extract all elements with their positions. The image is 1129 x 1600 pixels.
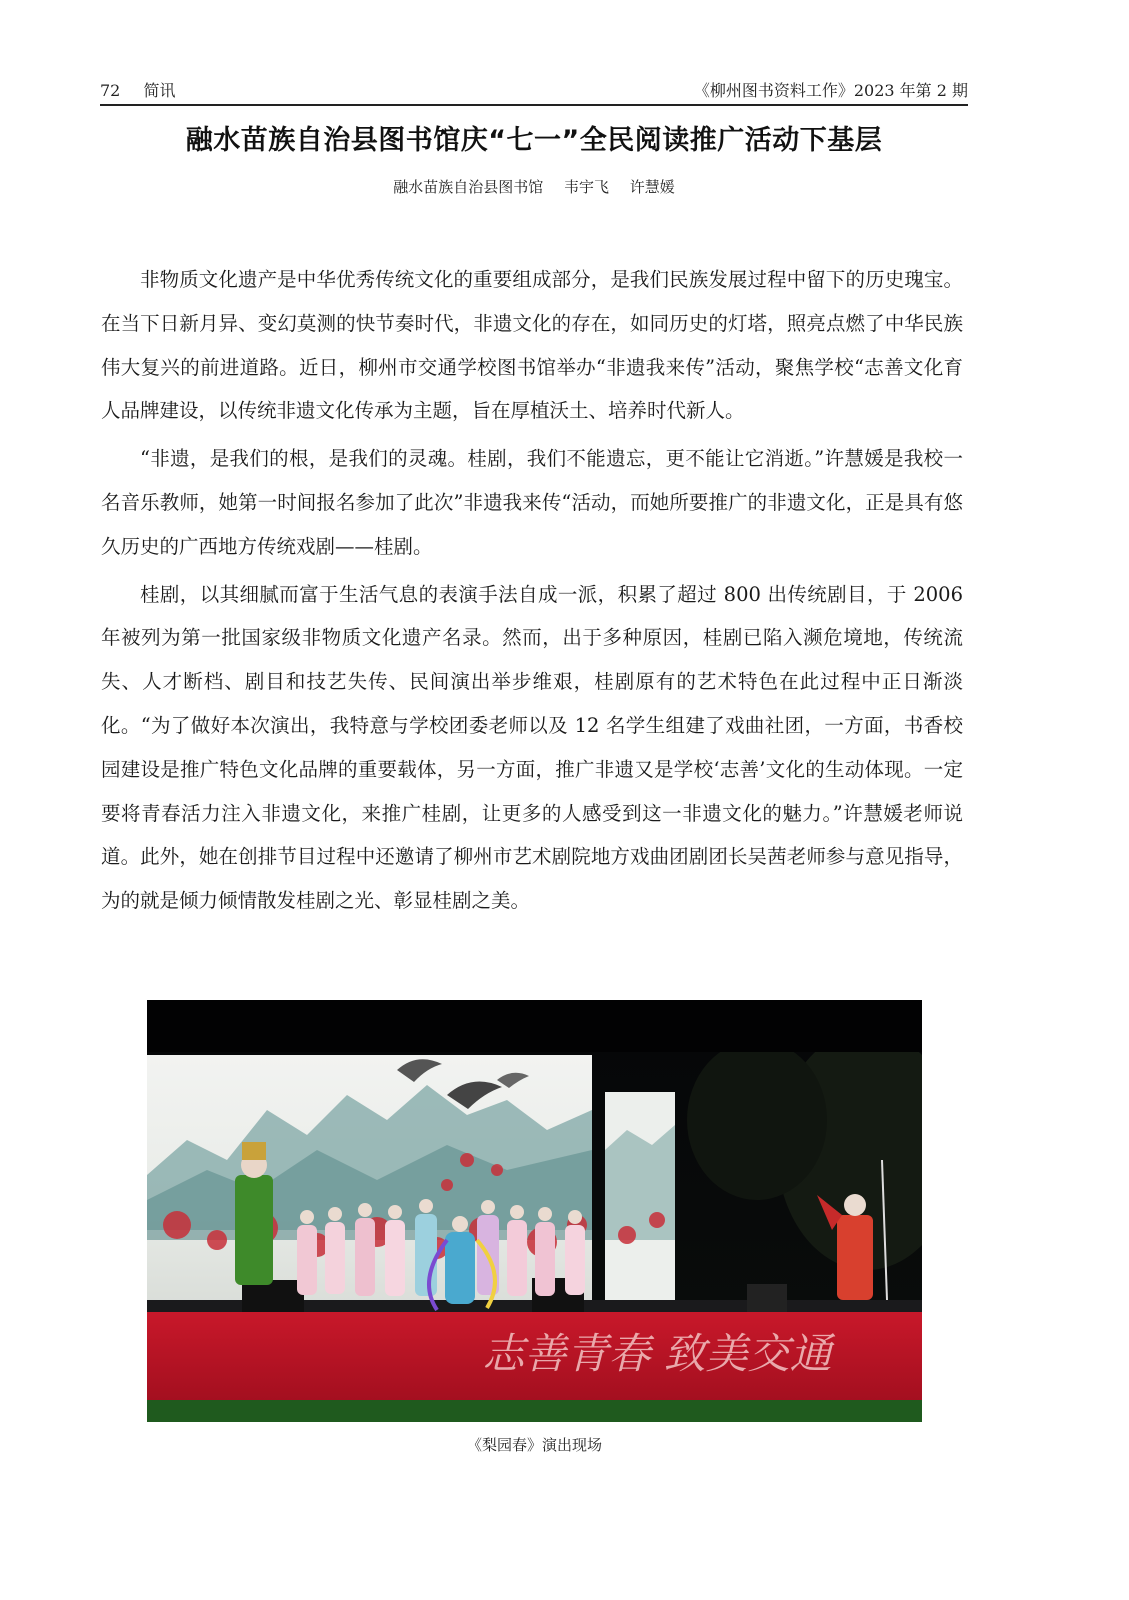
journal-name: 《柳州图书资料工作》2023 年第 2 期 <box>693 81 968 100</box>
running-header <box>100 78 968 102</box>
body-paragraph: “非遗，是我们的根，是我们的灵魂。桂剧，我们不能遗忘，更不能让它消逝。”许慧媛是我校一名音乐教师，她第一时间报名参加了此次”非遗我来传“活动，而她所要推广的非遗文化，正是具有悠久历史的广西地方传统戏剧——桂剧。 <box>101 447 963 558</box>
byline-author: 韦宇飞 <box>563 178 609 196</box>
header-left <box>100 78 175 101</box>
figure-caption: 《梨园春》演出现场 <box>466 1436 602 1454</box>
header-rule <box>100 104 968 106</box>
section-name: 简讯 <box>143 81 176 100</box>
body-paragraph: 桂剧，以其细腻而富于生活气息的表演手法自成一派，积累了超过 800 出传统剧目，于 2006 年被列为第一批国家级非物质文化遗产名录。然而，出于多种原因，桂剧已陷入濒危境地，传统流失、人才断档、剧目和技艺失传、民间演出举步维艰，桂剧原有的艺术特色在此过程中正日渐淡化。“为了做好本次演出，我特意与学校团委老师以及 12 名学生组建了戏曲社团，一方面，书香校园建设是推广特色文化品牌的重要载体，另一方面，推广非遗又是学校‘志善’文化的生动体现。一定要将青春活力注入非遗文化，来推广桂剧，让更多的人感受到这一非遗文化的魅力。”许慧媛老师说道。此外，她在创排节目过程中还邀请了柳州市艺术剧院地方戏曲团剧团长吴茜老师参与意见指导，为的就是倾力倾情散发桂剧之光、彰显桂剧之美。 <box>101 582 963 913</box>
article-title: 融水苗族自治县图书馆庆“七一”全民阅读推广活动下基层 <box>185 125 883 156</box>
page-number: 72 <box>100 81 121 100</box>
byline-organization: 融水苗族自治县图书馆 <box>393 178 544 196</box>
byline <box>100 176 968 197</box>
performance-photo <box>147 1000 922 1422</box>
body-paragraph: 非物质文化遗产是中华优秀传统文化的重要组成部分，是我们民族发展过程中留下的历史瑰宝。在当下日新月异、变幻莫测的快节奏时代，非遗文化的存在，如同历史的灯塔，照亮点燃了中华民族伟大复兴的前进道路。近日，柳州市交通学校图书馆举办“非遗我来传”活动，聚焦学校“志善文化育人品牌建设，以传统非遗文化传承为主题，旨在厚植沃土、培养时代新人。 <box>101 268 963 423</box>
stage-banner-text: 志善青春 致美交通 <box>482 1329 832 1378</box>
byline-author: 许慧媛 <box>629 178 675 196</box>
article-body <box>101 258 963 927</box>
